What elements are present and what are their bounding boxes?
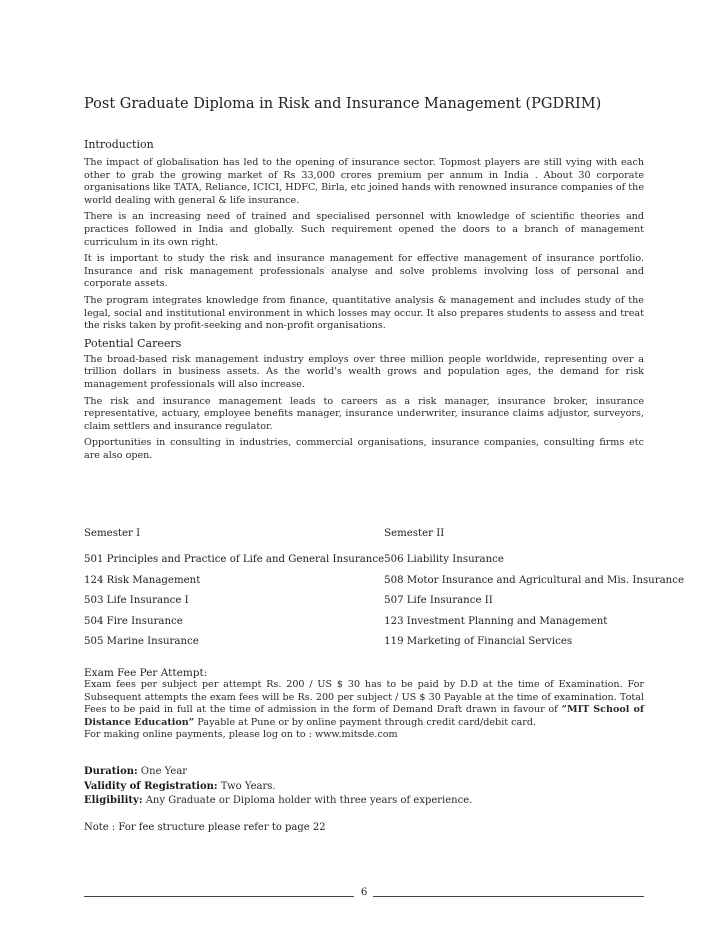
careers-paragraph-2: The risk and insurance management leads to careers as a risk manager, insurance broker, insurance representative, actuary, employee benefits manager, insurance underwriter, insurance claims adjustor, surveyors, claim settlers and insurance regulator.	[84, 395, 644, 432]
footer-rule-right	[373, 896, 644, 897]
duration-value: One Year	[137, 766, 188, 777]
semester-table	[84, 528, 684, 657]
careers-paragraph-1: The broad-based risk management industry employs over three million people worldwide, representing over a trillion dollars in business assets. As the world's wealth grows and population ages, the demand for risk management professionals will also increase.	[84, 353, 644, 390]
table-row	[84, 595, 684, 616]
eligibility-line	[84, 794, 644, 809]
table-row	[84, 554, 684, 575]
intro-paragraph-3: It is important to study the risk and insurance management for effective management of insurance portfolio. Insurance and risk management professionals analyse and solve problems involving loss of personal and corporate assets.	[84, 253, 644, 290]
semester-2-heading: Semester II	[384, 528, 445, 539]
intro-paragraph-2: There is an increasing need of trained and specialised personnel with knowledge of scientific theories and practices followed in India and globally. Such requirement opened the doors to a branch of management curriculum in its own right.	[84, 211, 644, 248]
main-body	[84, 157, 644, 466]
intro-paragraph-4: The program integrates knowledge from finance, quantitative analysis & management and includes study of the legal, social and institutional environment in which losses may occur. It also prepares students to assess and treat the risks taken by profit-seeking and non-profit organisations.	[84, 294, 644, 332]
course-cell: 119 Marketing of Financial Services	[384, 636, 573, 647]
introduction-heading: Introduction	[84, 138, 154, 151]
course-cell: 504 Fire Insurance	[84, 615, 183, 627]
course-cell: 507 Life Insurance II	[384, 595, 493, 606]
intro-paragraph-1: The impact of globalisation has led to the opening of insurance sector. Topmost players are still vying with each other to grab the growing market of Rs 33,000 crores premium per annum in India . About 30 corporate organisations like TATA, Reliance, ICICI, HDFC, Birla, etc joined hands with renowned insurance companies of the world dealing with general & life insurance.	[84, 157, 644, 206]
duration-label: Duration:	[84, 766, 138, 777]
exam-fee-paragraph	[84, 679, 644, 729]
careers-heading: Potential Careers	[84, 336, 182, 350]
table-row	[84, 636, 684, 657]
validity-label: Validity of Registration:	[84, 780, 218, 792]
table-row	[84, 575, 684, 596]
semester-1-heading: Semester I	[84, 528, 141, 539]
exam-fee-text: Exam fees per subject per attempt Rs. 200 / US $ 30 has to be paid by D.D at the time of Examination. For Subsequent attempts the exam fees will be Rs. 200 per subject / US $ 30 Payable at the time of examination. Total Fees to be paid in full at the time of admission in the form of Demand Draft drawn in favour of	[84, 679, 644, 716]
program-info	[84, 765, 644, 809]
page-title: Post Graduate Diploma in Risk and Insurance Management (PGDRIM)	[84, 96, 602, 112]
eligibility-value: Any Graduate or Diploma holder with three years of experience.	[142, 795, 473, 806]
exam-fee-section	[84, 667, 644, 741]
fee-note: Note : For fee structure please refer to page 22	[84, 822, 326, 833]
payee-name: “MIT School of Distance Education”	[84, 704, 644, 728]
course-cell: 508 Motor Insurance and Agricultural and Mis. Insurance	[384, 574, 684, 586]
validity-line	[84, 780, 644, 795]
eligibility-label: Eligibility:	[84, 795, 143, 806]
semester-header-row	[84, 528, 684, 554]
course-cell: 503 Life Insurance I	[84, 595, 189, 606]
duration-line	[84, 765, 644, 780]
course-cell: 501 Principles and Practice of Life and General Insurance	[84, 554, 385, 565]
table-row	[84, 616, 684, 637]
course-cell: 123 Investment Planning and Management	[384, 615, 608, 627]
footer-rule-left	[84, 896, 354, 897]
validity-value: Two Years.	[217, 780, 276, 792]
exam-fee-heading: Exam Fee Per Attempt:	[84, 667, 208, 679]
online-payment-line: For making online payments, please log on to : www.mitsde.com	[84, 729, 398, 741]
course-cell: 124 Risk Management	[84, 574, 201, 586]
exam-fee-text-end: Payable at Pune or by online payment through credit card/debit card.	[194, 716, 537, 728]
careers-paragraph-3: Opportunities in consulting in industries, commercial organisations, insurance companies, consulting firms etc are also open.	[84, 437, 644, 461]
page-number: 6	[360, 887, 368, 898]
course-cell: 506 Liability Insurance	[384, 554, 504, 565]
course-cell: 505 Marine Insurance	[84, 636, 199, 647]
